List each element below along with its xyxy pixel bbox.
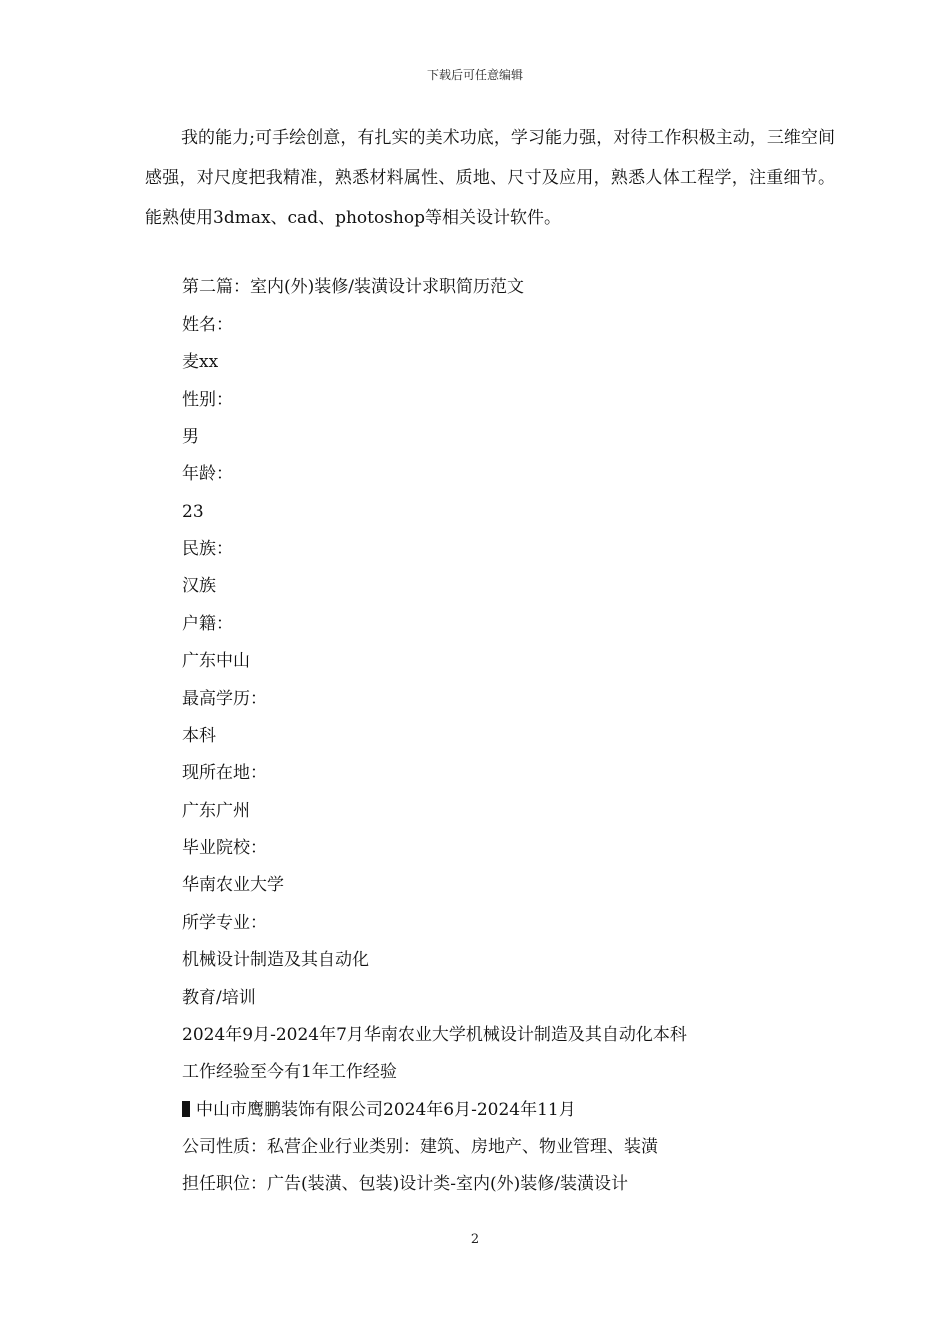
education-heading: 教育/培训 bbox=[182, 988, 256, 1008]
value-current-location: 广东广州 bbox=[182, 801, 250, 821]
position-line: 担任职位：广告(装潢、包装)设计类-室内(外)装修/装潢设计 bbox=[182, 1174, 628, 1194]
value-school: 华南农业大学 bbox=[182, 875, 284, 895]
company-text: 中山市鹰鹏装饰有限公司2024年6月-2024年11月 bbox=[196, 1100, 576, 1120]
label-name: 姓名： bbox=[182, 315, 233, 335]
education-entry: 2024年9月-2024年7月华南农业大学机械设计制造及其自动化本科 bbox=[182, 1025, 687, 1045]
value-gender: 男 bbox=[182, 427, 199, 447]
label-age: 年龄： bbox=[182, 464, 233, 484]
company-line bbox=[182, 1099, 576, 1121]
section-title: 第二篇：室内(外)装修/装潢设计求职简历范文 bbox=[182, 277, 524, 297]
label-school: 毕业院校： bbox=[182, 838, 267, 858]
value-age: 23 bbox=[182, 502, 204, 522]
work-experience-summary: 工作经验至今有1年工作经验 bbox=[182, 1062, 397, 1082]
value-ethnicity: 汉族 bbox=[182, 576, 216, 596]
label-major: 所学专业： bbox=[182, 913, 267, 933]
value-name: 麦xx bbox=[182, 352, 219, 372]
label-ethnicity: 民族： bbox=[182, 539, 233, 559]
value-major: 机械设计制造及其自动化 bbox=[182, 950, 369, 970]
label-hukou: 户籍： bbox=[182, 614, 233, 634]
label-education-level: 最高学历： bbox=[182, 689, 267, 709]
intro-paragraph: 我的能力;可手绘创意，有扎实的美术功底，学习能力强，对待工作积极主动，三维空间感强，对尺度把我精准，熟悉材料属性、质地、尺寸及应用，熟悉人体工程学，注重细节。能熟使用3dmax、cad、photoshop等相关设计软件。 bbox=[145, 128, 835, 228]
page-number: 2 bbox=[470, 1232, 480, 1247]
bullet-icon bbox=[182, 1101, 190, 1117]
company-type-line: 公司性质：私营企业行业类别：建筑、房地产、物业管理、装潢 bbox=[182, 1137, 658, 1157]
value-hukou: 广东中山 bbox=[182, 651, 250, 671]
page-header: 下载后可任意编辑 bbox=[426, 68, 523, 82]
label-gender: 性别： bbox=[182, 390, 233, 410]
label-current-location: 现所在地： bbox=[182, 763, 267, 783]
value-education-level: 本科 bbox=[182, 726, 216, 746]
